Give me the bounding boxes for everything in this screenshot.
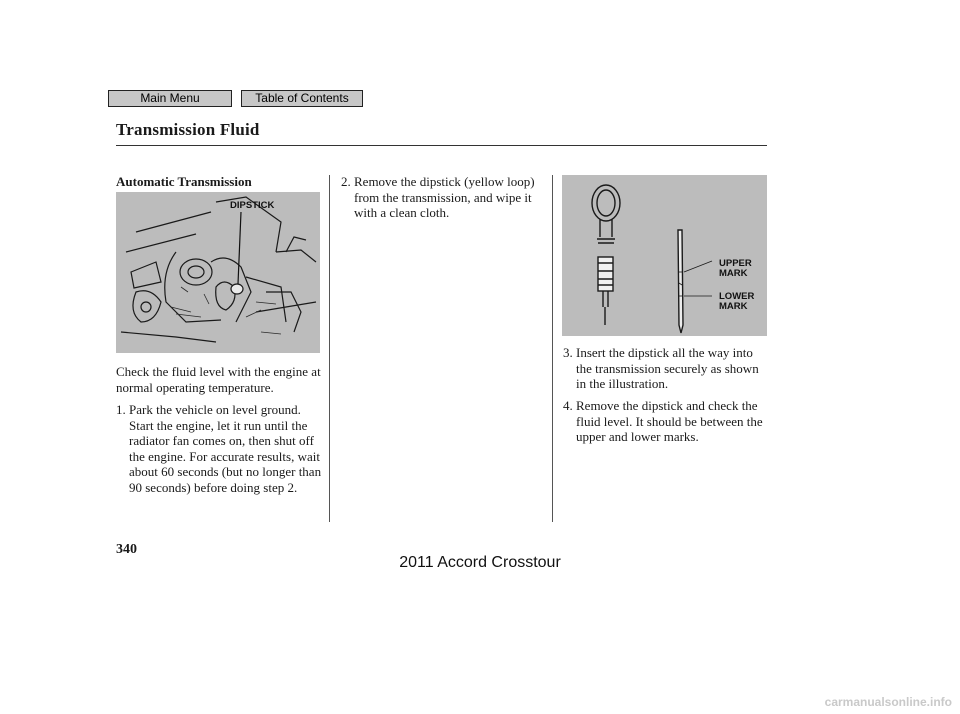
page-title: Transmission Fluid	[116, 120, 260, 139]
step-4	[563, 398, 768, 464]
section-heading: Automatic Transmission	[116, 174, 252, 189]
footer-title: 2011 Accord Crosstour	[399, 554, 561, 571]
step-text: Remove the dipstick (yellow loop) from the transmission, and wipe it with a clean cloth.	[354, 174, 535, 220]
step-text: Insert the dipstick all the way into the transmission securely as shown in the illustration.	[576, 345, 759, 391]
column-divider	[552, 175, 553, 522]
step-number: 2.	[341, 174, 351, 189]
step-text: Park the vehicle on level ground. Start the engine, let it run until the radiator fan comes on, then shut off the engine. For accurate results, wait about 60 seconds (but no longer than 90 seconds) before doing step 2.	[129, 402, 322, 495]
dipstick-label: DIPSTICK	[230, 200, 275, 211]
main-menu-button[interactable]: Main Menu	[108, 90, 232, 107]
intro-paragraph: Check the fluid level with the engine at normal operating temperature.	[116, 364, 321, 395]
upper-mark-label-line-2: MARK	[719, 268, 748, 279]
dipstick-marks-figure	[562, 175, 767, 336]
upper-mark-label-line-1: UPPER	[719, 258, 752, 269]
column-divider	[329, 175, 330, 522]
step-2	[341, 174, 546, 224]
step-3	[563, 345, 768, 395]
step-number: 1.	[116, 402, 126, 417]
step-text: Remove the dipstick and check the fluid level. It should be between the upper and lower marks.	[576, 398, 763, 444]
lower-mark-label-line-2: MARK	[719, 301, 748, 312]
lower-mark-label-line-1: LOWER	[719, 291, 755, 302]
watermark: carmanualsonline.info	[824, 695, 952, 709]
step-number: 4.	[563, 398, 573, 413]
step-1	[116, 402, 326, 502]
table-of-contents-button[interactable]: Table of Contents	[241, 90, 363, 107]
dipstick-location-figure	[116, 192, 320, 353]
title-divider	[116, 145, 767, 146]
step-number: 3.	[563, 345, 573, 360]
page-number: 340	[116, 542, 137, 557]
